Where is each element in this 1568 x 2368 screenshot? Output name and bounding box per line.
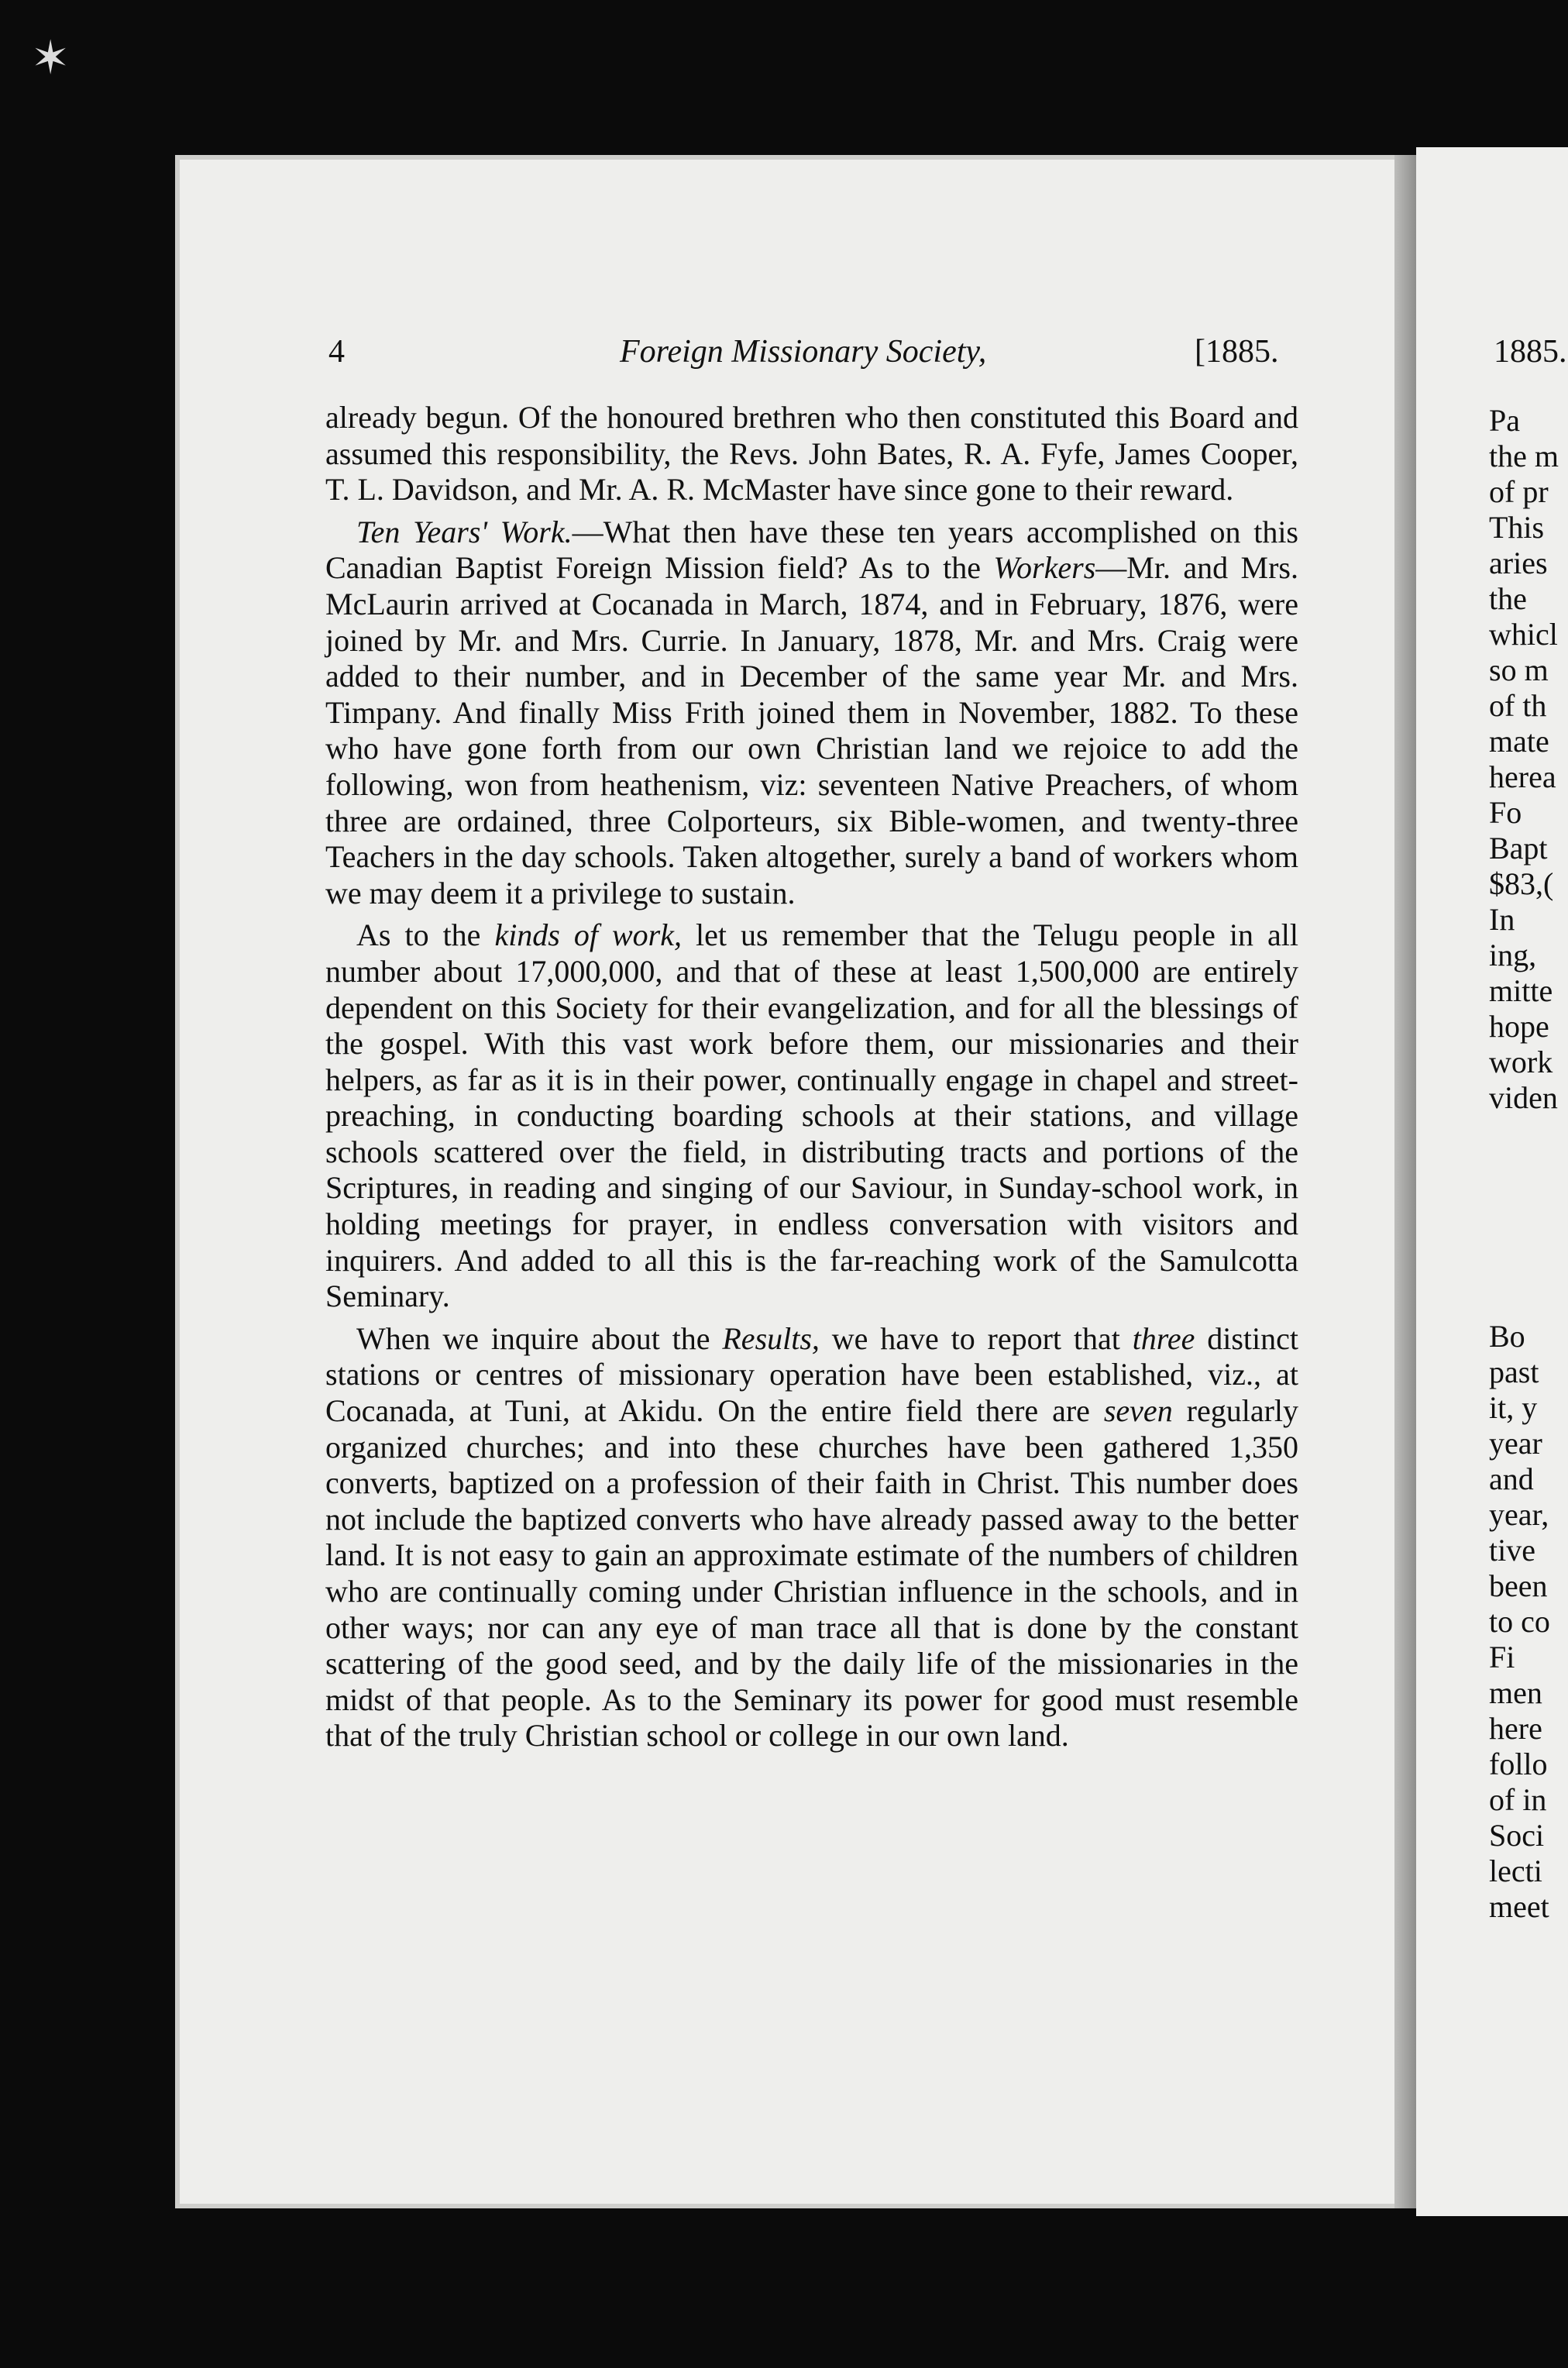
paragraph [325, 1321, 1298, 1754]
fragment-line: the m [1489, 439, 1559, 473]
paragraph-text: When we inquire about the [356, 1320, 723, 1356]
fragment-line: Bapt [1489, 831, 1548, 866]
paragraph-text: already begun. Of the honoured brethren who then constituted this Board and assumed this responsibility, the Revs. John Bates, R. A. Fyfe, James Cooper, T. L. Davidson, and Mr. A. R. McMaster have since gone to their reward. [325, 400, 1298, 508]
emphasis-text: kinds of work, [494, 917, 682, 953]
fragment-line: lecti [1489, 1853, 1542, 1888]
fragment-line: been [1489, 1568, 1548, 1603]
fragment-line: of th [1489, 688, 1547, 723]
fragment-line: mate [1489, 724, 1549, 759]
emphasis-text: Workers [993, 550, 1096, 586]
right-fragment-bottom [1489, 1319, 1568, 1925]
fragment-line: so m [1489, 652, 1549, 687]
right-page-year: 1885. [1494, 334, 1567, 370]
fragment-line: of in [1489, 1782, 1547, 1817]
page-body [325, 400, 1298, 1761]
fragment-line: men [1489, 1675, 1542, 1710]
fragment-line: Fo [1489, 795, 1522, 830]
fragment-line: follo [1489, 1747, 1548, 1781]
fragment-line: past [1489, 1354, 1539, 1389]
fragment-line: $83,( [1489, 866, 1554, 901]
fragment-line: and [1489, 1461, 1534, 1496]
fragment-line: year [1489, 1426, 1542, 1461]
paragraph-text: distinct stations or centres of missionary operation have been established, viz., at Cocanada, at Tuni, at Akidu. On the entire field there are [325, 1320, 1298, 1429]
running-year: [1885. [1195, 334, 1279, 370]
fragment-line: year, [1489, 1497, 1549, 1532]
emphasis-text: seven [1103, 1393, 1173, 1429]
paragraph-text: —Mr. and Mrs. McLaurin arrived at Cocanada in March, 1874, and in February, 1876, were joined by Mr. and Mrs. Currie. In January, 1878, Mr. and Mrs. Craig were added to their number, and in December of the same year Mr. and Mrs. Timpany. And finally Miss Frith joined them in November, 1882. To these who have gone forth from our own Christian land we rejoice to add the following, won from heathenism, viz: seventeen Native Preachers, of whom three are ordained, three Colporteurs, six Bible-women, and twenty-three Teachers in the day schools. Taken altogether, surely a band of workers whom we may deem it a privilege to sustain. [325, 550, 1298, 910]
running-title: Foreign Missionary Society, [620, 334, 987, 370]
fragment-line: In [1489, 902, 1515, 937]
fragment-line: to co [1489, 1604, 1550, 1639]
fragment-line: mitte [1489, 973, 1553, 1008]
fragment-line: Pa [1489, 403, 1520, 438]
fragment-line: here [1489, 1711, 1542, 1746]
fragment-line: Soci [1489, 1818, 1545, 1853]
fragment-line: Fi [1489, 1640, 1515, 1674]
fragment-line: viden [1489, 1080, 1558, 1115]
scan-debris: ✶ [31, 33, 70, 84]
paragraph [325, 400, 1298, 508]
fragment-line: This [1489, 510, 1545, 545]
paragraph-text: we have to report that [819, 1320, 1133, 1356]
fragment-line: meet [1489, 1889, 1549, 1924]
fragment-line: aries [1489, 546, 1548, 580]
paragraph [325, 917, 1298, 1315]
fragment-line: work [1489, 1045, 1553, 1079]
paragraph-text: let us remember that the Telugu people in all number about 17,000,000, and that of these at least 1,500,000 are entirely dependent on this Society for their evangelization, and for all the blessings of the gospel. With this vast work before them, our missionaries and their helpers, as far as it is in their power, continually engage in chapel and street-preaching, in conducting boarding schools at their stations, and village schools scattered over the field, in distributing tracts and portions of the Scriptures, in reading and singing of our Saviour, in Sunday-school work, in holding meetings for prayer, in endless conversation with visitors and inquirers. And added to all this is the far-reaching work of the Samulcotta Seminary. [325, 917, 1298, 1314]
fragment-line: herea [1489, 759, 1556, 794]
fragment-line: of pr [1489, 474, 1549, 509]
right-fragment-top [1489, 403, 1568, 1116]
section-heading: Ten Years' Work. [356, 514, 573, 549]
book-gutter [1394, 155, 1416, 2208]
fragment-line: whicl [1489, 617, 1558, 652]
paragraph-text: As to the [356, 917, 495, 953]
paragraph-text: regularly organized churches; and into these churches have been gathered 1,350 converts, baptized on a profession of their faith in Christ. This number does not include the baptized converts who have already passed away to the better land. It is not easy to gain an approximate estimate of the numbers of children who are continually coming under Christian influence in the schools, and in other ways; nor can any eye of man trace all that is done by the constant scattering of the good seed, and by the daily life of the missionaries in the midst of that people. As to the Seminary its power for good must resemble that of the truly Christian school or college in our own land. [325, 1393, 1299, 1754]
fragment-line: tive [1489, 1533, 1535, 1568]
fragment-line: it, y [1489, 1390, 1538, 1425]
fragment-line: the [1489, 581, 1527, 616]
fragment-line: Bo [1489, 1319, 1525, 1354]
paragraph-text: —What then have these ten years accomplished on this Canadian Baptist Foreign Mission field? As to the [325, 514, 1298, 586]
emphasis-text: Results, [722, 1320, 820, 1356]
fragment-line: hope [1489, 1009, 1549, 1044]
page-number: 4 [328, 334, 345, 370]
fragment-line: ing, [1489, 938, 1537, 972]
paragraph [325, 515, 1298, 912]
emphasis-text: three [1132, 1320, 1195, 1356]
